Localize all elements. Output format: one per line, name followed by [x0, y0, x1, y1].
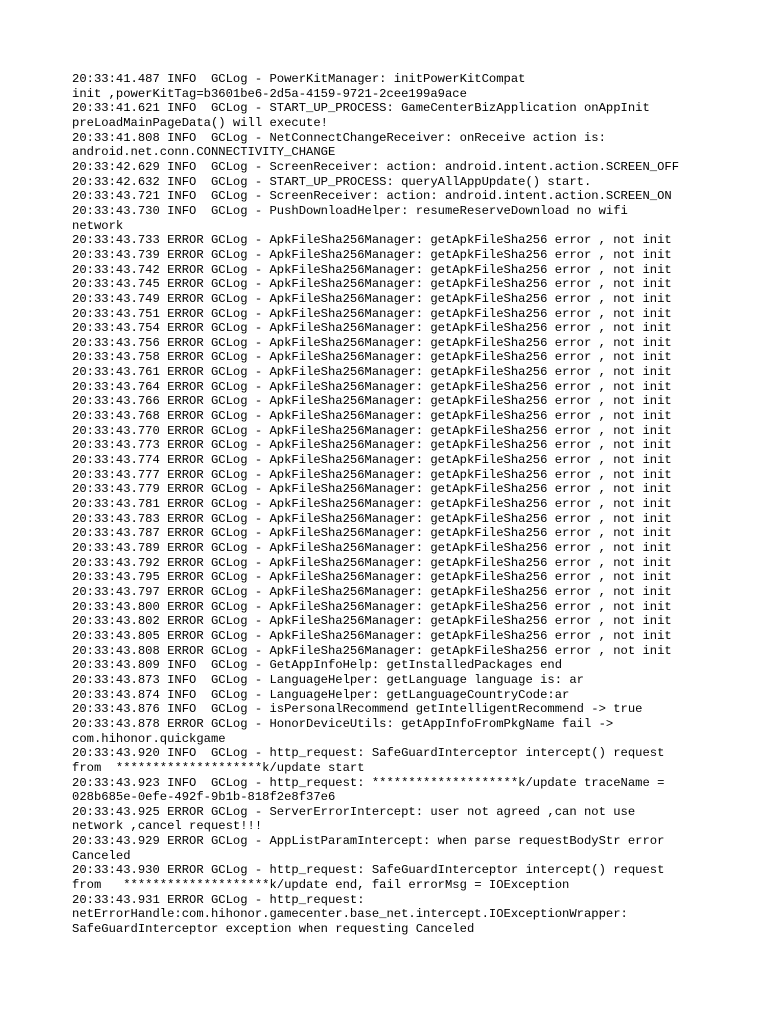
log-line: 20:33:43.758 ERROR GCLog - ApkFileSha256Manager: getApkFileSha256 error , not init	[72, 350, 672, 365]
log-line: 028b685e-0efe-492f-9b1b-818f2e8f37e6	[72, 790, 336, 805]
log-line: 20:33:43.761 ERROR GCLog - ApkFileSha256Manager: getApkFileSha256 error , not init	[72, 365, 672, 380]
log-line: 20:33:43.766 ERROR GCLog - ApkFileSha256Manager: getApkFileSha256 error , not init	[72, 394, 672, 409]
log-line: 20:33:43.873 INFO GCLog - LanguageHelper: getLanguage language is: ar	[72, 672, 584, 687]
log-line: 20:33:43.730 INFO GCLog - PushDownloadHelper: resumeReserveDownload no wifi	[72, 203, 628, 218]
log-line: 20:33:43.739 ERROR GCLog - ApkFileSha256Manager: getApkFileSha256 error , not init	[72, 247, 672, 262]
log-line: preLoadMainPageData() will execute!	[72, 115, 328, 130]
log-line: android.net.conn.CONNECTIVITY_CHANGE	[72, 145, 336, 160]
log-line: 20:33:43.733 ERROR GCLog - ApkFileSha256Manager: getApkFileSha256 error , not init	[72, 233, 672, 248]
log-line: 20:33:43.876 INFO GCLog - isPersonalRecommend getIntelligentRecommend -> true	[72, 702, 643, 717]
log-line: 20:33:43.931 ERROR GCLog - http_request:	[72, 892, 365, 907]
log-line: 20:33:43.756 ERROR GCLog - ApkFileSha256Manager: getApkFileSha256 error , not init	[72, 335, 672, 350]
log-line: com.hihonor.quickgame	[72, 731, 226, 746]
log-line: 20:33:43.777 ERROR GCLog - ApkFileSha256Manager: getApkFileSha256 error , not init	[72, 467, 672, 482]
log-line: 20:33:42.632 INFO GCLog - START_UP_PROCESS: queryAllAppUpdate() start.	[72, 174, 592, 189]
log-line: network	[72, 218, 124, 233]
log-line: 20:33:43.779 ERROR GCLog - ApkFileSha256Manager: getApkFileSha256 error , not init	[72, 482, 672, 497]
log-line: 20:33:43.923 INFO GCLog - http_request: ********************k/update traceName =	[72, 775, 665, 790]
log-line: 20:33:43.721 INFO GCLog - ScreenReceiver: action: android.intent.action.SCREEN_ON	[72, 189, 672, 204]
log-line: 20:33:42.629 INFO GCLog - ScreenReceiver: action: android.intent.action.SCREEN_OFF	[72, 159, 680, 174]
log-text-block	[72, 72, 722, 937]
log-line: 20:33:43.797 ERROR GCLog - ApkFileSha256Manager: getApkFileSha256 error , not init	[72, 584, 672, 599]
log-line: 20:33:43.792 ERROR GCLog - ApkFileSha256Manager: getApkFileSha256 error , not init	[72, 555, 672, 570]
log-line: 20:33:41.621 INFO GCLog - START_UP_PROCESS: GameCenterBizApplication onAppInit	[72, 101, 650, 116]
log-line: 20:33:43.773 ERROR GCLog - ApkFileSha256Manager: getApkFileSha256 error , not init	[72, 438, 672, 453]
log-line: init ,powerKitTag=b3601be6-2d5a-4159-9721-2cee199a9ace	[72, 86, 467, 101]
log-line: 20:33:43.754 ERROR GCLog - ApkFileSha256Manager: getApkFileSha256 error , not init	[72, 321, 672, 336]
log-line: 20:33:43.742 ERROR GCLog - ApkFileSha256Manager: getApkFileSha256 error , not init	[72, 262, 672, 277]
log-line: 20:33:43.925 ERROR GCLog - ServerErrorIntercept: user not agreed ,can not use	[72, 804, 636, 819]
log-line: 20:33:43.745 ERROR GCLog - ApkFileSha256Manager: getApkFileSha256 error , not init	[72, 277, 672, 292]
log-line: netErrorHandle:com.hihonor.gamecenter.base_net.intercept.IOExceptionWrapper:	[72, 907, 628, 922]
log-line: 20:33:43.770 ERROR GCLog - ApkFileSha256Manager: getApkFileSha256 error , not init	[72, 423, 672, 438]
log-line: 20:33:41.487 INFO GCLog - PowerKitManager: initPowerKitCompat	[72, 72, 526, 86]
log-line: from ********************k/update start	[72, 760, 365, 775]
log-line: 20:33:43.874 INFO GCLog - LanguageHelper: getLanguageCountryCode:ar	[72, 687, 570, 702]
log-line: 20:33:41.808 INFO GCLog - NetConnectChangeReceiver: onReceive action is:	[72, 130, 606, 145]
log-line: 20:33:43.795 ERROR GCLog - ApkFileSha256Manager: getApkFileSha256 error , not init	[72, 570, 672, 585]
log-line: Canceled	[72, 848, 131, 863]
log-line: from ********************k/update end, fail errorMsg = IOException	[72, 878, 570, 893]
log-line: 20:33:43.764 ERROR GCLog - ApkFileSha256Manager: getApkFileSha256 error , not init	[72, 379, 672, 394]
log-line: 20:33:43.878 ERROR GCLog - HonorDeviceUtils: getAppInfoFromPkgName fail ->	[72, 716, 614, 731]
log-line: 20:33:43.774 ERROR GCLog - ApkFileSha256Manager: getApkFileSha256 error , not init	[72, 453, 672, 468]
log-line: SafeGuardInterceptor exception when requesting Canceled	[72, 922, 475, 937]
log-line: 20:33:43.789 ERROR GCLog - ApkFileSha256Manager: getApkFileSha256 error , not init	[72, 541, 672, 555]
log-line: 20:33:43.749 ERROR GCLog - ApkFileSha256Manager: getApkFileSha256 error , not init	[72, 291, 672, 306]
log-line: 20:33:43.808 ERROR GCLog - ApkFileSha256Manager: getApkFileSha256 error , not init	[72, 643, 672, 658]
log-line: 20:33:43.930 ERROR GCLog - http_request: SafeGuardInterceptor intercept() request	[72, 863, 665, 878]
log-line: 20:33:43.787 ERROR GCLog - ApkFileSha256Manager: getApkFileSha256 error , not init	[72, 526, 672, 541]
log-line: network ,cancel request!!!	[72, 819, 263, 834]
log-line: 20:33:43.781 ERROR GCLog - ApkFileSha256Manager: getApkFileSha256 error , not init	[72, 497, 672, 512]
log-line: 20:33:43.800 ERROR GCLog - ApkFileSha256Manager: getApkFileSha256 error , not init	[72, 599, 672, 614]
log-line: 20:33:43.751 ERROR GCLog - ApkFileSha256Manager: getApkFileSha256 error , not init	[72, 306, 672, 321]
log-line: 20:33:43.920 INFO GCLog - http_request: SafeGuardInterceptor intercept() request	[72, 746, 665, 761]
log-line: 20:33:43.768 ERROR GCLog - ApkFileSha256Manager: getApkFileSha256 error , not init	[72, 409, 672, 424]
log-line: 20:33:43.929 ERROR GCLog - AppListParamIntercept: when parse requestBodyStr error	[72, 834, 665, 849]
log-line: 20:33:43.802 ERROR GCLog - ApkFileSha256Manager: getApkFileSha256 error , not init	[72, 614, 672, 629]
log-line: 20:33:43.805 ERROR GCLog - ApkFileSha256Manager: getApkFileSha256 error , not init	[72, 628, 672, 643]
log-line: 20:33:43.809 INFO GCLog - GetAppInfoHelp: getInstalledPackages end	[72, 658, 563, 673]
log-line: 20:33:43.783 ERROR GCLog - ApkFileSha256Manager: getApkFileSha256 error , not init	[72, 511, 672, 526]
